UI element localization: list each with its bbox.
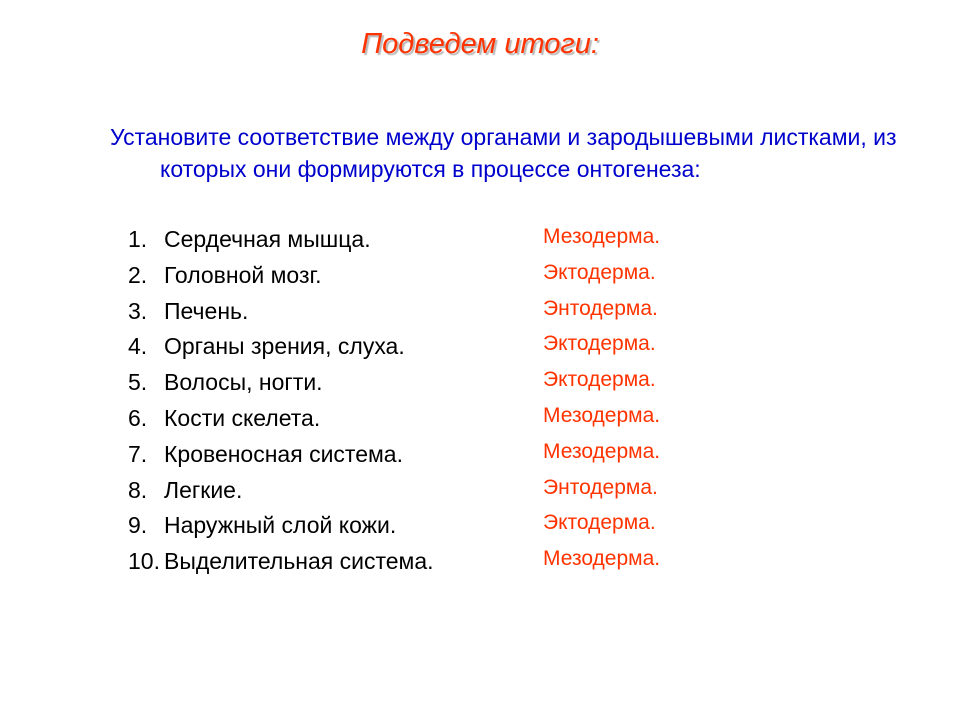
item-number: 2.: [128, 261, 148, 288]
item-number: 4.: [128, 333, 148, 360]
item-number: 9.: [128, 512, 148, 539]
germ-layer-answer: Энтодерма.: [543, 475, 658, 499]
organ-label: Наружный слой кожи.: [164, 512, 397, 539]
germ-layer-list: [543, 225, 660, 583]
task-text: Установите соответствие между органами и зародышевыми листками, из которых они формируются в процессе онтогенеза:: [110, 124, 897, 182]
list-item: [128, 262, 434, 298]
organ-label: Легкие.: [164, 476, 243, 503]
item-number: 6.: [128, 404, 148, 431]
organ-label: Кровеносная система.: [164, 440, 403, 467]
organ-label: Кости скелета.: [164, 404, 321, 431]
item-number: 5.: [128, 369, 148, 396]
list-item: [128, 477, 434, 513]
list-item: [128, 405, 434, 441]
item-number: 1.: [128, 226, 148, 252]
germ-layer-answer: Мезодерма.: [543, 403, 661, 427]
germ-layer-answer: Энтодерма.: [543, 296, 658, 320]
organ-list: [128, 226, 434, 584]
organ-label: Печень.: [164, 297, 249, 324]
list-item: [128, 298, 434, 334]
germ-layer-answer: Эктодерма.: [543, 260, 656, 284]
page-title: Подведем итоги:: [361, 28, 599, 60]
list-item: [128, 226, 434, 262]
organ-label: Головной мозг.: [164, 261, 322, 288]
list-item: [128, 548, 434, 584]
germ-layer-answer: Мезодерма.: [543, 439, 661, 463]
organ-label: Сердечная мышца.: [164, 226, 371, 252]
list-item: [128, 369, 434, 405]
organ-label: Выделительная система.: [164, 548, 434, 575]
germ-layer-answer: Мезодерма.: [543, 225, 661, 248]
list-item: [128, 441, 434, 477]
item-number: 7.: [128, 440, 148, 467]
item-number: 8.: [128, 476, 148, 503]
germ-layer-answer: Мезодерма.: [543, 547, 661, 571]
germ-layer-answer: Эктодерма.: [543, 332, 656, 356]
organ-label: Волосы, ногти.: [164, 369, 323, 396]
germ-layer-answer: Эктодерма.: [543, 368, 656, 392]
list-item: [128, 333, 434, 369]
organ-label: Органы зрения, слуха.: [164, 333, 405, 360]
germ-layer-answer: Эктодерма.: [543, 511, 656, 535]
item-number: 3.: [128, 297, 148, 324]
list-item: [128, 512, 434, 548]
item-number: 10.: [128, 548, 160, 575]
